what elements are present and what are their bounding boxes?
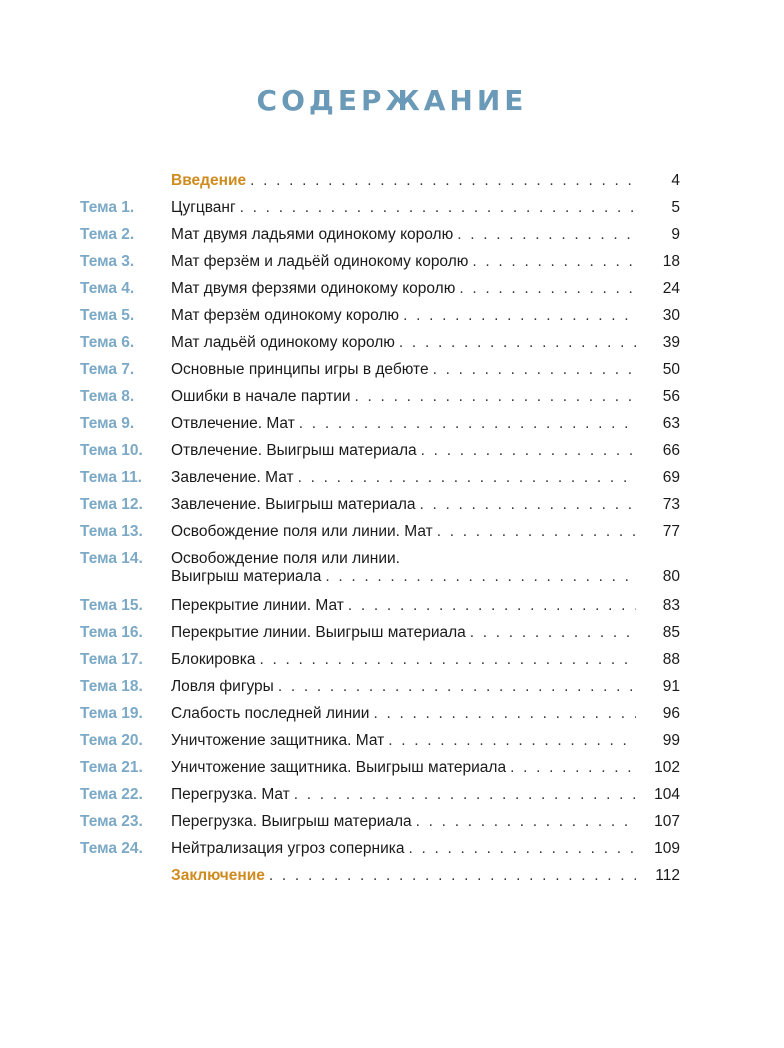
leader-dots [457,226,636,244]
toc-text: Цугцванг [171,199,236,216]
toc-text: Завлечение. Мат [171,469,294,486]
toc-row[interactable] [80,329,680,356]
toc-row[interactable] [80,221,680,248]
leader-dots [250,172,636,190]
toc-text: Перегрузка. Выигрыш материала [171,813,412,830]
toc-row[interactable] [80,646,680,673]
leader-dots [240,199,636,217]
toc-text: Перекрытие линии. Мат [171,597,344,614]
toc-text: Мат двумя ладьями одинокому королю [171,226,454,243]
toc-row[interactable] [80,383,680,410]
toc-row[interactable] [80,356,680,383]
toc-label: Тема 24. [80,840,143,857]
toc-label: Тема 1. [80,199,135,216]
toc-page: 85 [662,624,680,641]
leader-dots [470,624,636,642]
toc-row[interactable] [80,781,680,808]
toc-text: Блокировка [171,651,256,668]
leader-dots [433,361,636,379]
toc-label: Тема 12. [80,496,143,513]
leader-dots [459,280,636,298]
leader-dots [278,678,636,696]
toc-label: Тема 13. [80,523,143,540]
leader-dots [409,840,637,858]
leader-dots [416,813,636,831]
toc-text: Мат ладьёй одинокому королю [171,334,395,351]
toc-text: Отвлечение. Выигрыш материала [171,442,417,459]
toc-label: Тема 6. [80,334,135,351]
toc-label: Тема 7. [80,361,135,378]
toc-page: 104 [654,786,680,803]
toc-label: Тема 2. [80,226,135,243]
toc-page: 30 [662,307,680,324]
toc-page: 109 [654,840,680,857]
toc-text: Мат двумя ферзями одинокому королю [171,280,456,297]
toc-label: Тема 14. [80,550,143,567]
leader-dots [348,597,636,615]
toc-page: 80 [662,568,680,585]
leader-dots [325,568,636,586]
toc-text: Отвлечение. Мат [171,415,295,432]
toc-row[interactable] [80,248,680,275]
toc-text: Перекрытие линии. Выигрыш материала [171,624,466,641]
toc-text: Заключение [171,867,265,884]
toc-label: Тема 5. [80,307,135,324]
toc-label: Тема 8. [80,388,135,405]
toc-text: Мат ферзём и ладьёй одинокому королю [171,253,469,270]
toc-row[interactable] [80,464,680,491]
toc-label: Тема 16. [80,624,143,641]
leader-dots [269,867,636,885]
toc-page: 4 [671,172,680,189]
toc-row[interactable] [80,592,680,619]
toc-label: Тема 21. [80,759,143,776]
toc-page: 56 [662,388,680,405]
toc-row[interactable] [80,518,680,545]
toc-text: Основные принципы игры в дебюте [171,361,429,378]
toc-row-intro[interactable] [80,167,680,194]
toc-row[interactable] [80,302,680,329]
toc-page: 18 [662,253,680,270]
toc-page: 66 [662,442,680,459]
toc-row[interactable] [80,700,680,727]
toc-row[interactable] [80,619,680,646]
toc-text: Мат ферзём одинокому королю [171,307,400,324]
leader-dots [294,786,636,804]
toc-text: Ошибки в начале партии [171,388,351,405]
toc-page: 112 [655,867,680,884]
toc-text: Ловля фигуры [171,678,274,695]
toc-label: Тема 18. [80,678,143,695]
toc-label: Тема 3. [80,253,135,270]
toc-row[interactable] [80,437,680,464]
toc-text-continued: Выигрыш материала [171,568,322,585]
toc-page: 91 [662,678,680,695]
toc-row[interactable] [80,491,680,518]
toc-row[interactable] [80,410,680,437]
toc-label: Тема 22. [80,786,143,803]
leader-dots [437,523,636,541]
leader-dots [299,415,636,433]
toc-text: Освобождение поля или линии. Мат [171,523,433,540]
leader-dots [399,334,636,352]
toc-label: Тема 19. [80,705,143,722]
leader-dots [260,651,637,669]
leader-dots [388,732,636,750]
leader-dots [472,253,636,271]
toc-page: 9 [671,226,680,243]
toc-row[interactable] [80,754,680,781]
leader-dots [403,307,636,325]
leader-dots [355,388,636,406]
toc-text: Слабость последней линии [171,705,370,722]
toc-page: 96 [662,705,680,722]
toc-label: Тема 11. [80,469,142,486]
leader-dots [298,469,636,487]
toc-page: 88 [662,651,680,668]
toc-text: Освобождение поля или линии. [171,550,400,567]
toc-page: 39 [662,334,680,351]
toc-label: Тема 17. [80,651,143,668]
table-of-contents [80,167,680,889]
toc-row-conclusion[interactable] [80,862,680,889]
toc-label: Тема 23. [80,813,143,830]
toc-page: 107 [654,813,680,830]
leader-dots [510,759,636,777]
toc-text: Уничтожение защитника. Мат [171,732,385,749]
toc-row[interactable] [80,275,680,302]
toc-page: 24 [662,280,680,297]
toc-label: Тема 10. [80,442,143,459]
toc-page: 5 [671,199,680,216]
toc-text: Уничтожение защитника. Выигрыш материала [171,759,507,776]
toc-row[interactable] [80,545,680,592]
toc-page: 77 [662,523,680,540]
page-title: СОДЕРЖАНИЕ [256,84,528,117]
toc-label: Тема 9. [80,415,135,432]
toc-row[interactable] [80,808,680,835]
toc-page: 99 [662,732,680,749]
toc-page: 73 [662,496,680,513]
toc-page: 102 [654,759,680,776]
toc-page: 50 [662,361,680,378]
leader-dots [420,496,637,514]
toc-row[interactable] [80,727,680,754]
toc-text: Введение [171,172,247,189]
toc-row[interactable] [80,194,680,221]
toc-row[interactable] [80,835,680,862]
toc-text: Завлечение. Выигрыш материала [171,496,416,513]
leader-dots [421,442,636,460]
leader-dots [373,705,636,723]
toc-text: Нейтрализация угроз соперника [171,840,405,857]
toc-label: Тема 4. [80,280,135,297]
toc-page: 83 [662,597,680,614]
toc-label: Тема 20. [80,732,143,749]
toc-label: Тема 15. [80,597,143,614]
toc-page: 63 [662,415,680,432]
toc-row[interactable] [80,673,680,700]
toc-page: 69 [662,469,680,486]
toc-text: Перегрузка. Мат [171,786,290,803]
